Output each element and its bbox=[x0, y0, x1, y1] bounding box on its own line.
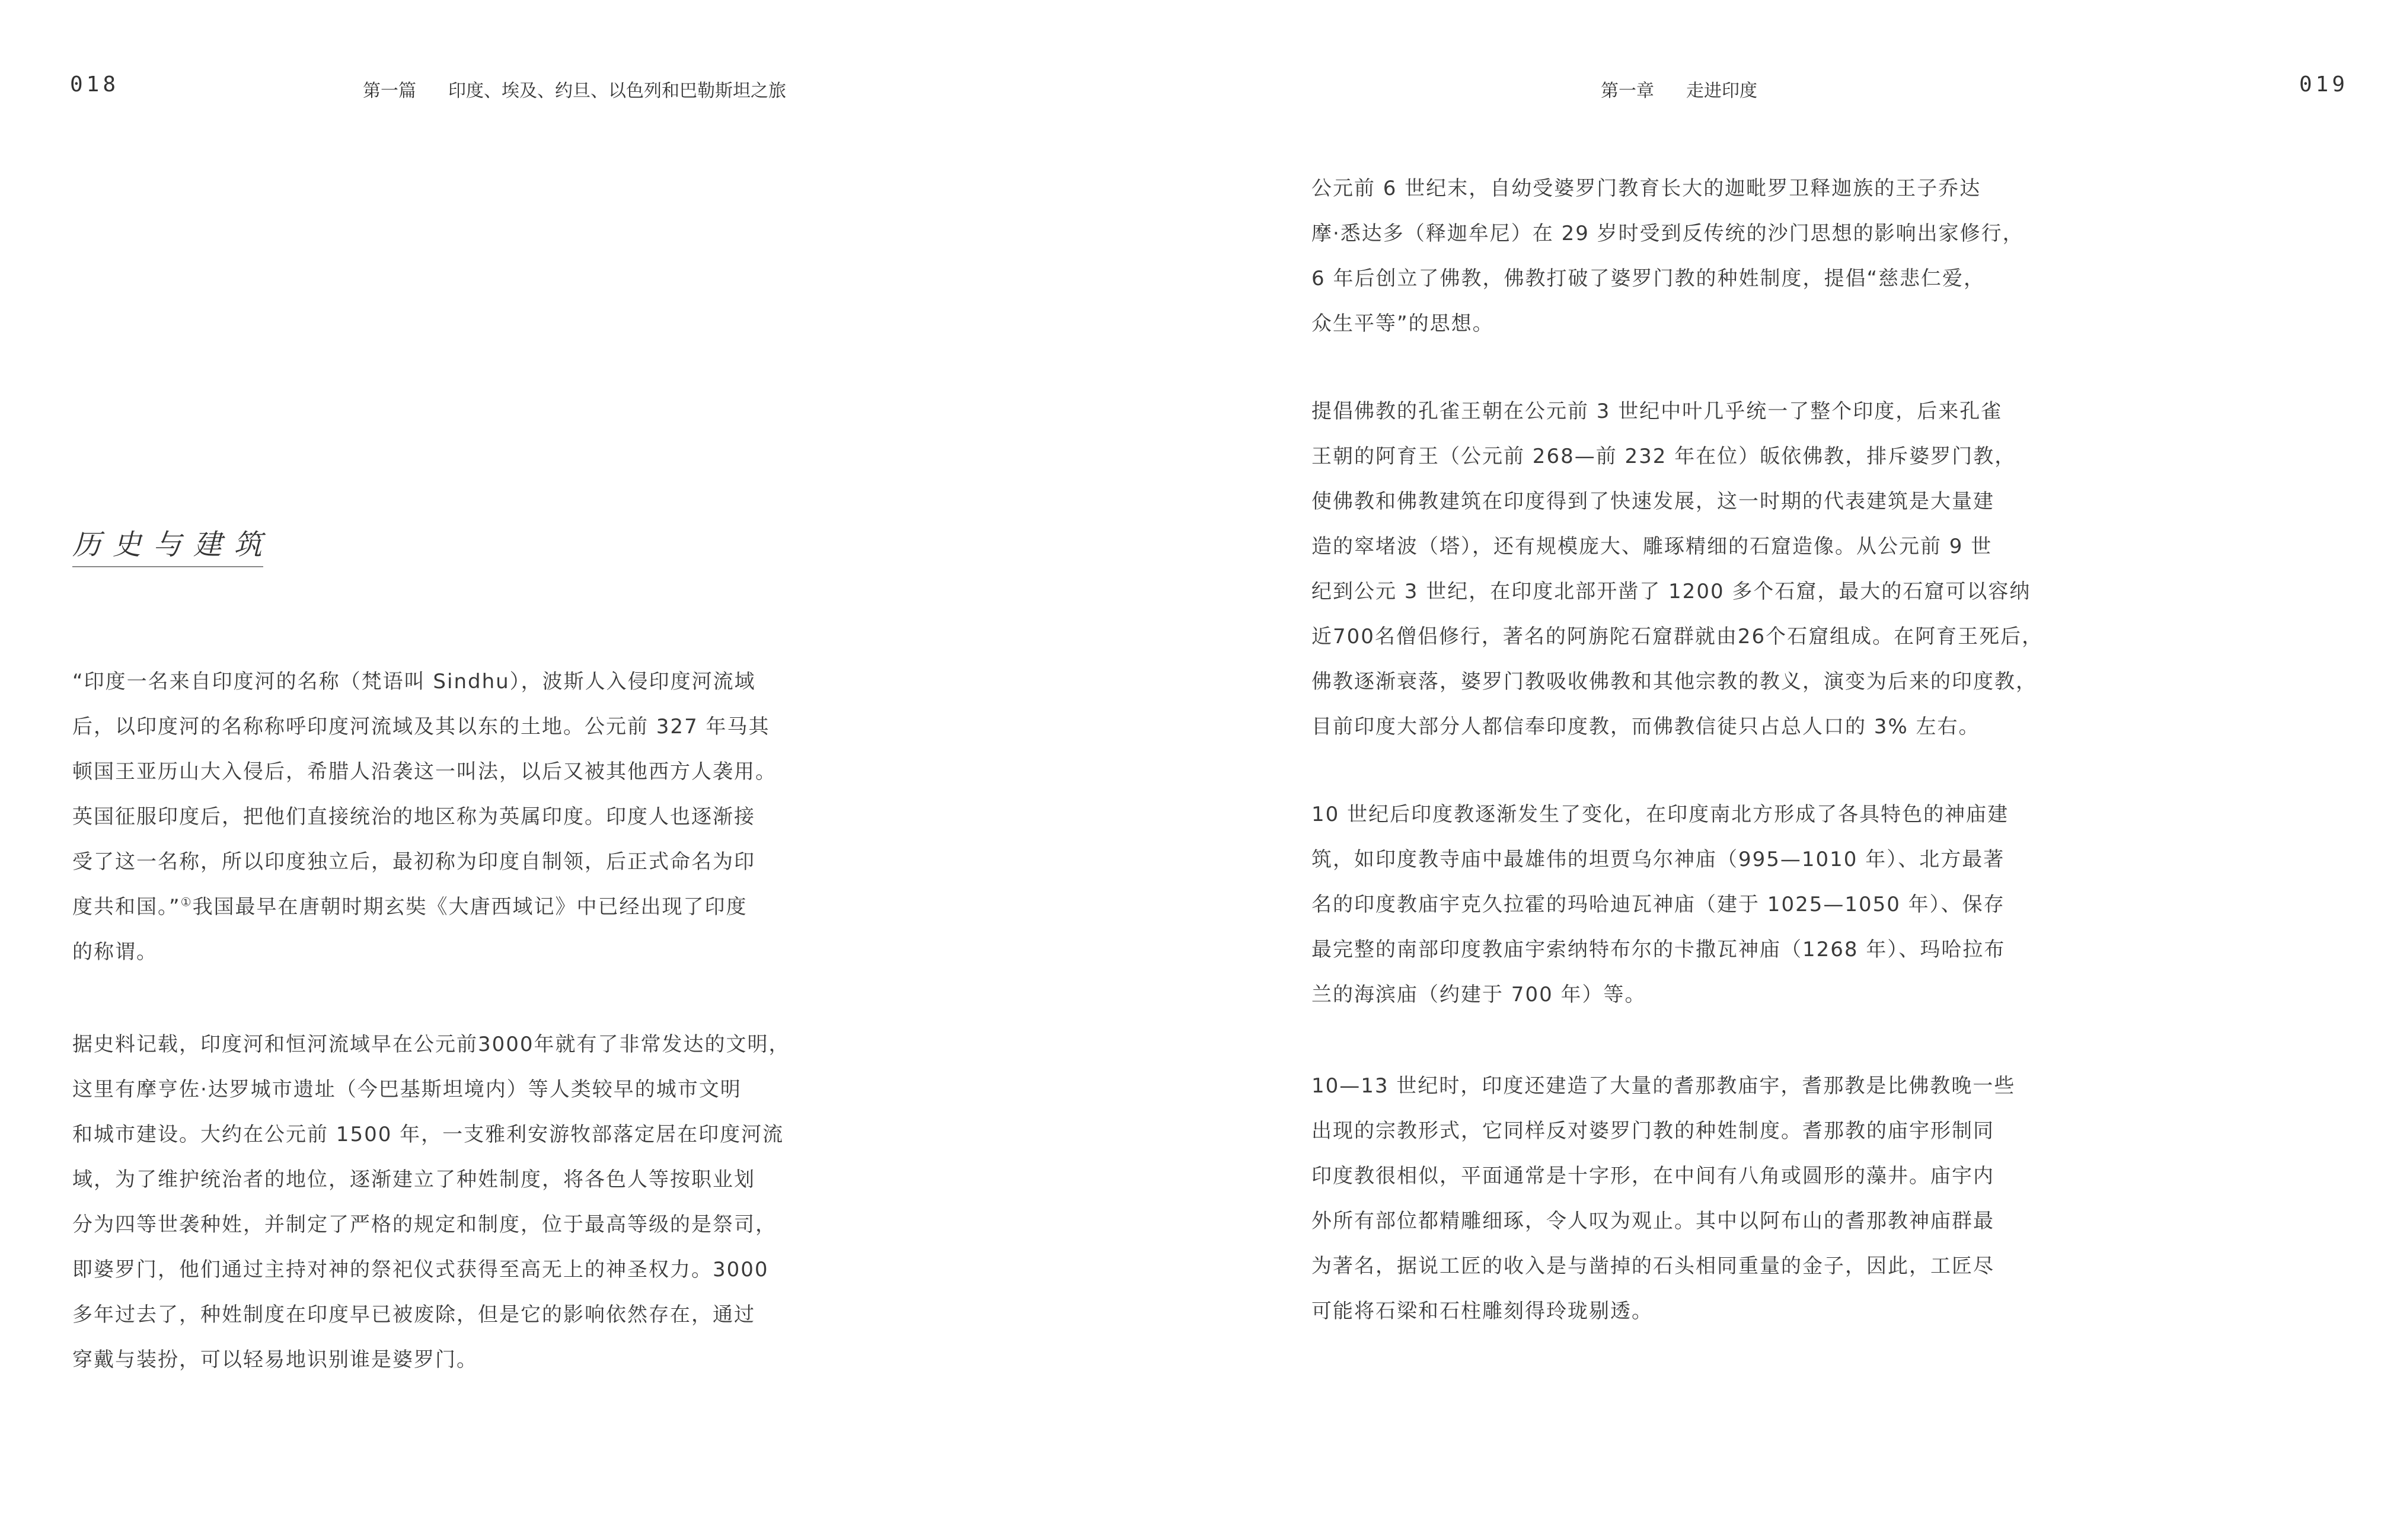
text-line: 王朝的阿育王（公元前 268—前 232 年在位）皈依佛教，排斥婆罗门教， bbox=[1311, 445, 2016, 468]
text-line: 6 年后创立了佛教，佛教打破了婆罗门教的种姓制度，提倡“慈悲仁爱， bbox=[1311, 267, 1986, 290]
text-line: 10 世纪后印度教逐渐发生了变化，在印度南北方形成了各具特色的神庙建 bbox=[1311, 803, 2009, 826]
text-line: 印度教很相似，平面通常是十字形，在中间有八角或圆形的藻井。庙宇内 bbox=[1311, 1164, 1994, 1188]
text-line: 的称谓。 bbox=[72, 940, 158, 964]
text-line: 纪到公元 3 世纪，在印度北部开凿了 1200 多个石窟，最大的石窟可以容纳 bbox=[1311, 580, 2031, 603]
right-page bbox=[1190, 0, 2381, 1540]
text-line: 受了这一名称，所以印度独立后，最初称为印度自制领，后正式命名为印 bbox=[72, 850, 755, 874]
text-line: 众生平等”的思想。 bbox=[1311, 312, 1494, 336]
text-line: 英国征服印度后，把他们直接统治的地区称为英属印度。印度人也逐渐接 bbox=[72, 805, 755, 829]
text-line: 这里有摩亨佐·达罗城市遗址（今巴基斯坦境内）等人类较早的城市文明 bbox=[72, 1078, 742, 1101]
text-line: 最完整的南部印度教庙宇索纳特布尔的卡撒瓦神庙（1268 年）、玛哈拉布 bbox=[1311, 938, 2006, 961]
text-line: 10—13 世纪时，印度还建造了大量的耆那教庙宇，耆那教是比佛教晚一些 bbox=[1311, 1074, 2016, 1098]
paragraph-origin-of-name bbox=[72, 659, 806, 975]
header-chapter-title: 走进印度 bbox=[1686, 81, 1757, 101]
text-line: 顿国王亚历山大入侵后，希腊人沿袭这一叫法，以后又被其他西方人袭用。 bbox=[72, 760, 777, 784]
text-line: 使佛教和佛教建筑在印度得到了快速发展，这一时期的代表建筑是大量建 bbox=[1311, 490, 1994, 513]
paragraph-maurya-dynasty bbox=[1311, 389, 2045, 749]
text-line: 出现的宗教形式，它同样反对婆罗门教的种姓制度。耆那教的庙宇形制同 bbox=[1311, 1119, 1994, 1143]
text-line: 筑，如印度教寺庙中最雄伟的坦贾乌尔神庙（995—1010 年）、北方最著 bbox=[1311, 848, 2005, 871]
text-line: 为著名，据说工匠的收入是与凿掉的石头相同重量的金子，因此，工匠尽 bbox=[1311, 1254, 1994, 1278]
running-header-left bbox=[363, 76, 786, 102]
text-line: 即婆罗门，他们通过主持对神的祭祀仪式获得至高无上的神圣权力。3000 bbox=[72, 1258, 769, 1282]
text-line-with-footnote bbox=[72, 884, 806, 929]
text-line: 域，为了维护统治者的地位，逐渐建立了种姓制度，将各色人等按职业划 bbox=[72, 1168, 755, 1191]
footnote-marker[interactable]: ① bbox=[180, 894, 193, 909]
text-line: 可能将石梁和石柱雕刻得玲珑剔透。 bbox=[1311, 1299, 1653, 1323]
text-line: 目前印度大部分人都信奉印度教，而佛教信徒只占总人口的 3% 左右。 bbox=[1311, 715, 1980, 739]
header-chapter-label: 第一章 bbox=[1601, 81, 1654, 101]
text-line: 近700名僧侣修行，著名的阿旃陀石窟群就由26个石窟组成。在阿育王死后， bbox=[1311, 625, 2044, 648]
paragraph-buddhism-origin bbox=[1311, 166, 2045, 346]
text-line: 和城市建设。大约在公元前 1500 年，一支雅利安游牧部落定居在印度河流 bbox=[72, 1123, 784, 1146]
text-fragment: 我国最早在唐朝时期玄奘《大唐西域记》中已经出现了印度 bbox=[192, 895, 748, 919]
text-line: 据史料记载，印度河和恒河流域早在公元前3000年就有了非常发达的文明， bbox=[72, 1033, 790, 1056]
header-book-title: 印度、埃及、约旦、以色列和巴勒斯坦之旅 bbox=[448, 81, 786, 101]
left-page bbox=[0, 0, 1190, 1540]
header-part-label: 第一篇 bbox=[363, 81, 416, 101]
text-line: 摩·悉达多（释迦牟尼）在 29 岁时受到反传统的沙门思想的影响出家修行， bbox=[1311, 222, 2024, 245]
text-line: 兰的海滨庙（约建于 700 年）等。 bbox=[1311, 983, 1646, 1007]
text-line: 外所有部位都精雕细琢，令人叹为观止。其中以阿布山的耆那教神庙群最 bbox=[1311, 1209, 1994, 1233]
text-fragment: 度共和国。” bbox=[72, 895, 181, 919]
running-header-right bbox=[1601, 76, 1757, 102]
paragraph-jain-temples bbox=[1311, 1063, 2045, 1334]
text-line: 造的窣堵波（塔），还有规模庞大、雕琢精细的石窟造像。从公元前 9 世 bbox=[1311, 535, 1993, 558]
text-line: 穿戴与装扮，可以轻易地识别谁是婆罗门。 bbox=[72, 1348, 478, 1372]
section-title: 历史与建筑 bbox=[72, 522, 263, 567]
page-number-right: 019 bbox=[2299, 72, 2349, 97]
text-line: 提倡佛教的孔雀王朝在公元前 3 世纪中叶几乎统一了整个印度，后来孔雀 bbox=[1311, 400, 2003, 423]
text-line: 佛教逐渐衰落，婆罗门教吸收佛教和其他宗教的教义，演变为后来的印度教， bbox=[1311, 670, 2037, 694]
text-line: 后，以印度河的名称称呼印度河流域及其以东的土地。公元前 327 年马其 bbox=[72, 715, 770, 739]
text-line: “印度一名来自印度河的名称（梵语叫 Sindhu），波斯人入侵印度河流域 bbox=[72, 670, 756, 694]
page-number-left: 018 bbox=[70, 72, 120, 97]
paragraph-ancient-civilization bbox=[72, 1022, 806, 1382]
text-line: 分为四等世袭种姓，并制定了严格的规定和制度，位于最高等级的是祭司， bbox=[72, 1213, 777, 1237]
text-line: 名的印度教庙宇克久拉霍的玛哈迪瓦神庙（建于 1025—1050 年）、保存 bbox=[1311, 893, 2005, 916]
text-line: 多年过去了，种姓制度在印度早已被废除，但是它的影响依然存在，通过 bbox=[72, 1303, 755, 1327]
text-line: 公元前 6 世纪末，自幼受婆罗门教育长大的迦毗罗卫释迦族的王子乔达 bbox=[1311, 177, 1981, 200]
paragraph-hindu-temples bbox=[1311, 792, 2045, 1017]
